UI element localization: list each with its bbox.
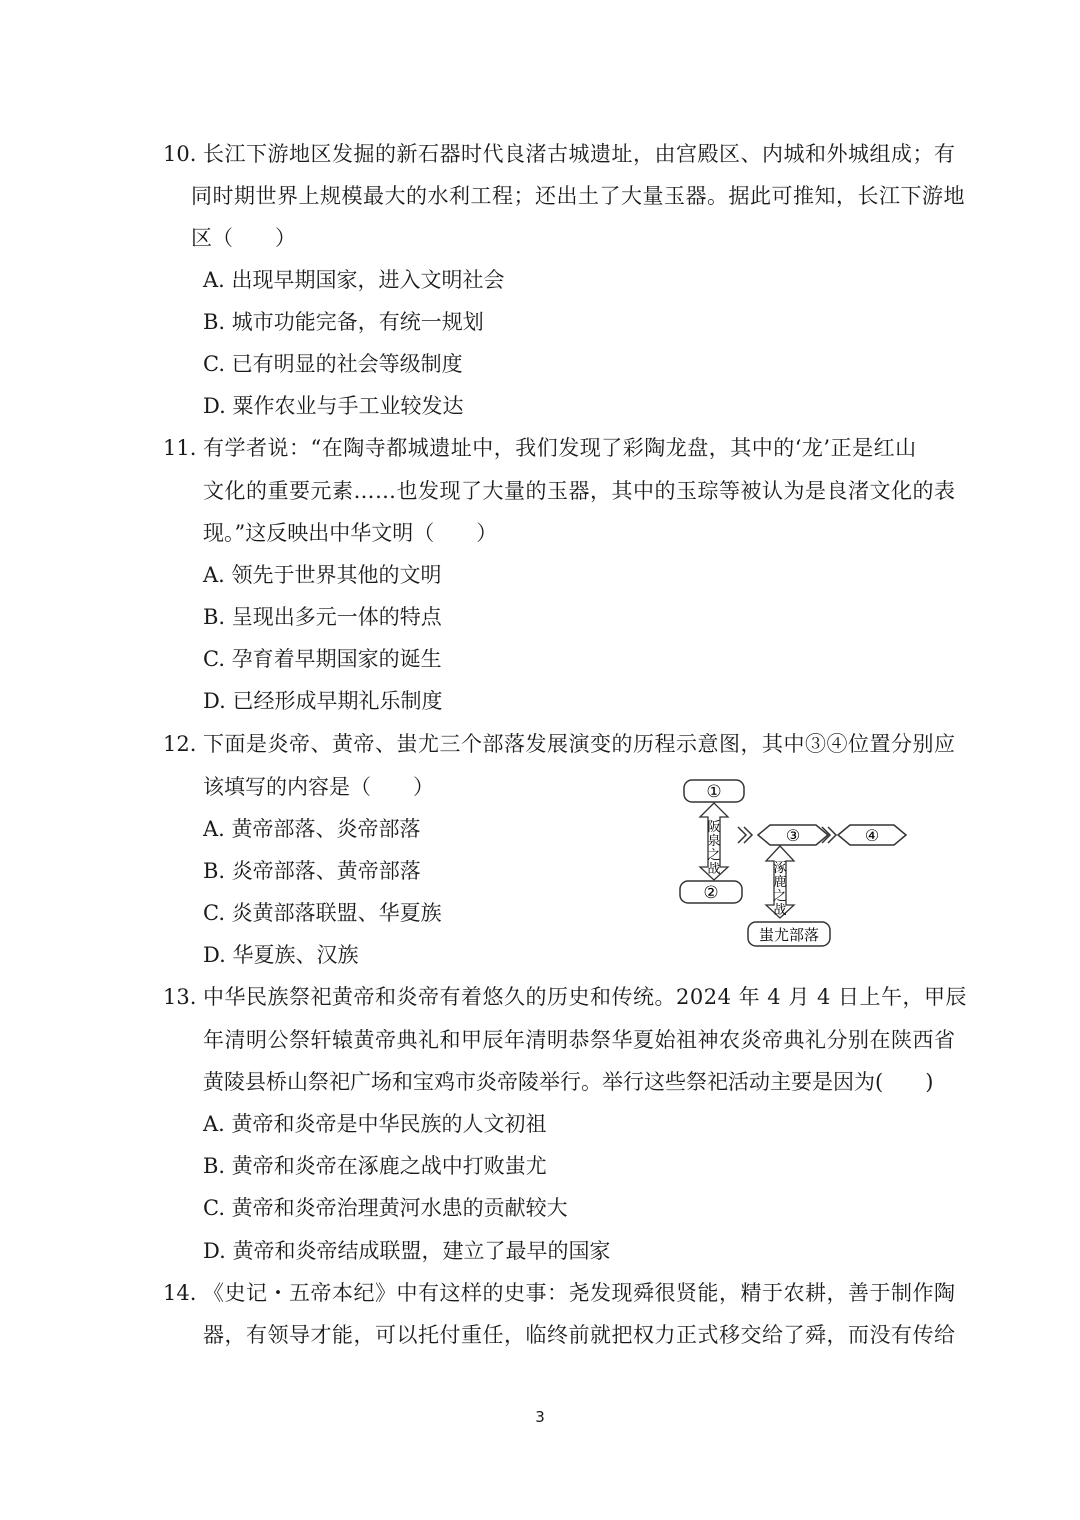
question-11-line-3: 现。”这反映出中华文明（ ） [203, 521, 498, 545]
question-12-option-d: D. 华夏族、汉族 [203, 943, 359, 967]
battle-1-char-2: 泉 [707, 834, 721, 849]
battle-arrow-2 [766, 846, 794, 918]
question-13-option-a: A. 黄帝和炎帝是中华民族的人文初祖 [203, 1112, 547, 1136]
question-11-option-a: A. 领先于世界其他的文明 [203, 563, 442, 587]
question-12-option-a: A. 黄帝部落、炎帝部落 [203, 817, 421, 841]
page-number: 3 [535, 1408, 545, 1426]
battle-1-char-4: 战 [707, 862, 721, 877]
question-11-option-c: C. 孕育着早期国家的诞生 [203, 647, 442, 671]
battle-2-char-1: 涿 [773, 861, 787, 876]
question-text: 有学者说：“在陶寺都城遗址中，我们发现了彩陶龙盘，其中的‘龙’正是红山 [203, 436, 917, 460]
question-number: 14. [163, 1281, 197, 1305]
battle-2-char-2: 鹿 [773, 875, 787, 890]
question-10-option-b: B. 城市功能完备，有统一规划 [203, 310, 484, 334]
question-14-line-2: 器，有领导才能，可以托付重任，临终前就把权力正式移交给了舜，而没有传给 [203, 1323, 956, 1347]
question-text: 长江下游地区发掘的新石器时代良渚古城遗址，由宫殿区、内城和外城组成；有 [203, 142, 956, 166]
question-14-line-1 [163, 1278, 968, 1308]
question-text: 中华民族祭祀黄帝和炎帝有着悠久的历史和传统。2024 年 4 月 4 日上午，甲辰 [203, 985, 968, 1009]
question-number: 11. [163, 436, 197, 460]
question-13-line-3: 黄陵县桥山祭祀广场和宝鸡市炎帝陵举行。举行这些祭祀活动主要是因为( ) [203, 1070, 934, 1094]
question-number: 12. [163, 732, 197, 756]
diagram-chiyou-label: 蚩尤部落 [758, 926, 820, 944]
question-10-line-2: 同时期世界上规模最大的水利工程；还出土了大量玉器。据此可推知，长江下游地 [191, 184, 965, 208]
question-number: 10. [163, 142, 197, 166]
tribe-evolution-diagram [676, 775, 916, 950]
question-text: 下面是炎帝、黄帝、蚩尤三个部落发展演变的历程示意图，其中③④位置分别应 [203, 732, 956, 756]
question-13-line-2: 年清明公祭轩辕黄帝典礼和甲辰年清明恭祭华夏始祖神农炎帝典礼分别在陕西省 [203, 1028, 956, 1052]
question-12-option-c: C. 炎黄部落联盟、华夏族 [203, 901, 442, 925]
question-13-option-d: D. 黄帝和炎帝结成联盟，建立了最早的国家 [203, 1239, 611, 1263]
diagram-box-4-label: ④ [864, 826, 880, 845]
question-11-line-1 [163, 433, 968, 463]
battle-2-char-4: 战 [773, 903, 787, 918]
question-text: 《史记・五帝本纪》中有这样的史事：尧发现舜很贤能，精于农耕，善于制作陶 [203, 1281, 956, 1305]
question-11-line-2: 文化的重要元素……也发现了大量的玉器，其中的玉琮等被认为是良渚文化的表 [203, 479, 956, 503]
battle-1-char-1: 阪 [707, 820, 721, 835]
diagram-box-1-label: ① [706, 782, 722, 802]
question-13-option-b: B. 黄帝和炎帝在涿鹿之战中打败蚩尤 [203, 1154, 547, 1178]
battle-arrow-1 [700, 803, 728, 880]
question-13-line-1 [163, 982, 968, 1012]
question-11-option-b: B. 呈现出多元一体的特点 [203, 605, 442, 629]
question-10-line-3: 区（ ） [191, 226, 296, 250]
diagram-box-2-label: ② [703, 883, 719, 903]
question-12-option-b: B. 炎帝部落、黄帝部落 [203, 859, 421, 883]
question-12-line-2: 该填写的内容是（ ） [203, 775, 434, 799]
chevron-icon [738, 827, 752, 843]
battle-2-char-3: 之 [773, 889, 787, 904]
question-10-option-a: A. 出现早期国家，进入文明社会 [203, 268, 505, 292]
diagram-box-3-label: ③ [785, 826, 801, 845]
question-11-option-d: D. 已经形成早期礼乐制度 [203, 689, 443, 713]
question-number: 13. [163, 985, 197, 1009]
question-10-option-c: C. 已有明显的社会等级制度 [203, 352, 463, 376]
question-12-line-1 [163, 729, 968, 759]
question-13-option-c: C. 黄帝和炎帝治理黄河水患的贡献较大 [203, 1196, 568, 1220]
battle-1-char-3: 之 [707, 848, 721, 863]
question-10-line-1 [163, 139, 968, 169]
question-10-option-d: D. 粟作农业与手工业较发达 [203, 394, 464, 418]
